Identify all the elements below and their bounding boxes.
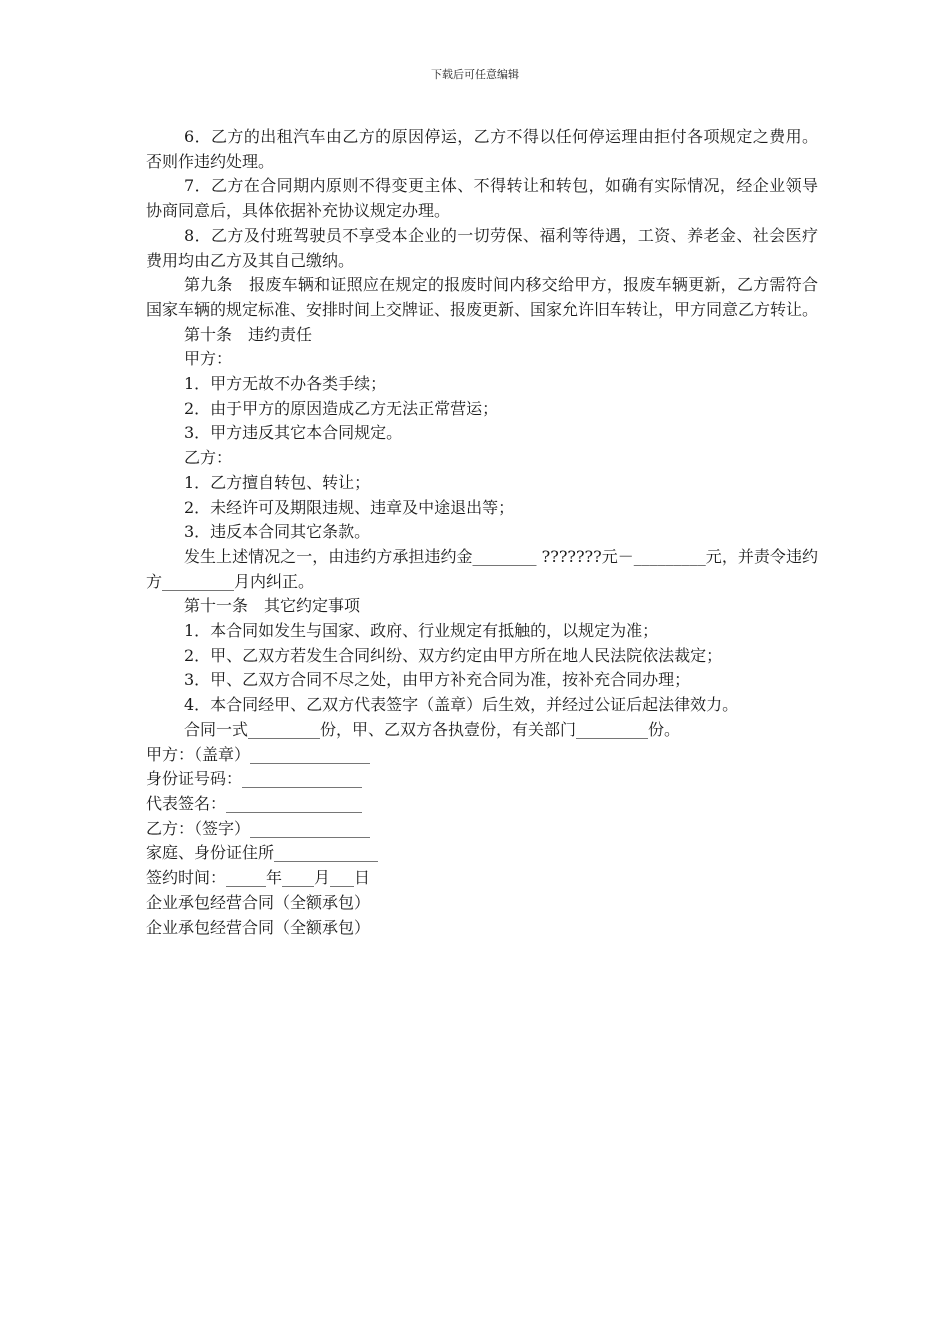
clause-8: 8．乙方及付班驾驶员不享受本企业的一切劳保、福利等待遇，工资、养老金、社会医疗费用均由乙方及其自己缴纳。 — [146, 225, 818, 270]
party-b-item-2: 2．未经许可及期限违规、违章及中途退出等； — [184, 497, 515, 517]
article-9: 第九条 报废车辆和证照应在规定的报废时间内移交给甲方，报废车辆更新，乙方需符合国家车辆的规定标准、安排时间上交牌证、报废更新、国家允许旧车转让，甲方同意乙方转让。 — [146, 275, 819, 319]
party-a-label: 甲方： — [184, 349, 233, 369]
party-b-label: 乙方： — [184, 448, 233, 468]
party-a-item-2: 2．由于甲方的原因造成乙方无法正常营运； — [184, 398, 499, 418]
party-b-item-1: 1．乙方擅自转包、转让； — [184, 472, 371, 492]
party-a-item-3: 3．甲方违反其它本合同规定。 — [184, 423, 403, 443]
contract-body — [146, 125, 818, 940]
party-b-item-3: 3．违反本合同其它条款。 — [184, 522, 371, 542]
signature-party-b: 乙方：（签字）_______________ — [146, 818, 371, 838]
clause-7: 7．乙方在合同期内原则不得变更主体、不得转让和转包，如确有实际情况，经企业领导协商同意后，具体依据补充协议规定办理。 — [146, 176, 818, 221]
penalty-clause: 发生上述情况之一，由违约方承担违约金________ ???????元－_________元，并责令违约方_________月内纠正。 — [146, 546, 818, 591]
page-header: 下载后可任意编辑 — [431, 68, 519, 81]
clause-6: 6．乙方的出租汽车由乙方的原因停运，乙方不得以任何停运理由拒付各项规定之费用。否则作违约处理。 — [146, 127, 818, 171]
signature-date: 签约时间：_____年____月___日 — [146, 868, 371, 888]
signature-representative: 代表签名：_________________ — [146, 793, 363, 813]
party-a-item-1: 1．甲方无故不办各类手续； — [184, 374, 387, 394]
footer-title-1: 企业承包经营合同（全额承包） — [146, 892, 371, 912]
article-11-title: 第十一条 其它约定事项 — [184, 596, 361, 616]
signature-party-a: 甲方：（盖章）_______________ — [146, 744, 371, 764]
signature-address: 家庭、身份证住所_____________ — [146, 843, 379, 863]
other-item-3: 3．甲、乙双方合同不尽之处，由甲方补充合同为准，按补充合同办理； — [184, 670, 691, 690]
signature-id-number: 身份证号码：_______________ — [146, 769, 363, 789]
other-item-2: 2．甲、乙双方若发生合同纠纷、双方约定由甲方所在地人民法院依法裁定； — [184, 645, 723, 665]
copies-clause: 合同一式_________份，甲、乙双方各执壹份，有关部门_________份。 — [184, 719, 681, 739]
other-item-1: 1．本合同如发生与国家、政府、行业规定有抵触的，以规定为准； — [184, 621, 659, 641]
article-10-title: 第十条 违约责任 — [184, 324, 313, 344]
footer-title-2: 企业承包经营合同（全额承包） — [146, 917, 371, 937]
other-item-4: 4．本合同经甲、乙双方代表签字（盖章）后生效，并经过公证后起法律效力。 — [184, 695, 739, 715]
